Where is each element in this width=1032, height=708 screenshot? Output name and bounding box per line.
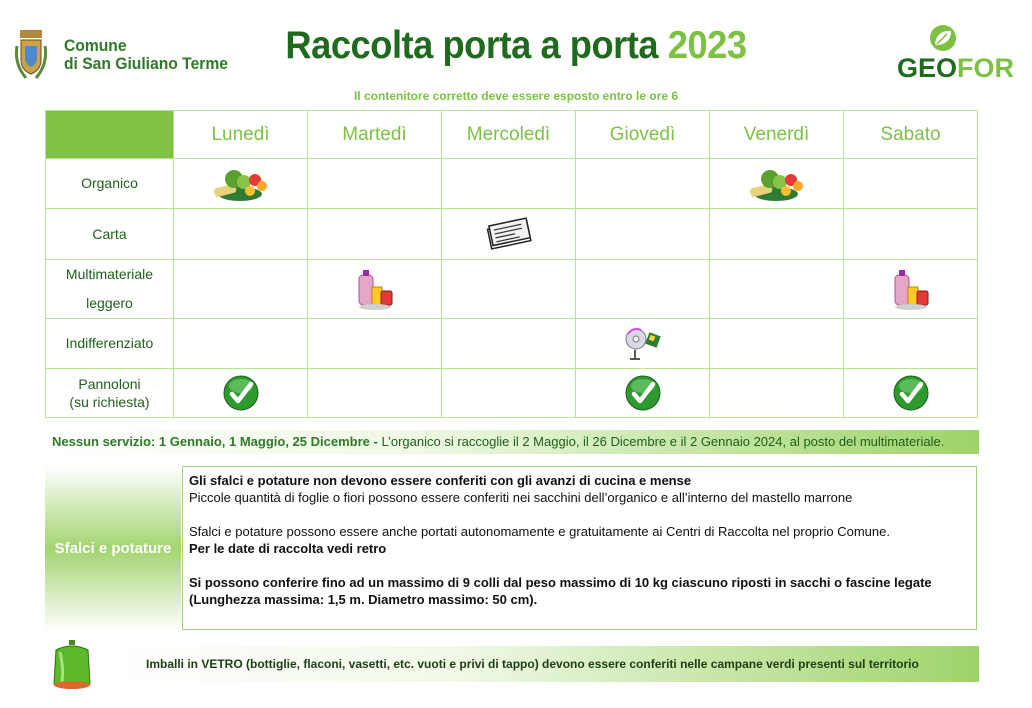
cell-pannoloni-venerdi — [710, 369, 844, 418]
collection-schedule-table — [45, 110, 978, 418]
sfalci-p3-line2: (Lunghezza massima: 1,5 m. Diametro massimo: 50 cm). — [189, 592, 538, 607]
row-label: Carta — [46, 209, 174, 260]
table-row-organico — [46, 159, 978, 209]
subtitle: Il contenitore corretto deve essere esposto entro le ore 6 — [353, 89, 679, 103]
municipality-line1: Comune — [64, 36, 127, 55]
cell-organico-venerdi — [710, 159, 844, 209]
cell-indifferenziato-martedi — [308, 319, 442, 369]
cell-pannoloni-sabato — [844, 369, 978, 418]
sfalci-label: Sfalci e potature — [45, 466, 181, 631]
notice-text: L’organico si raccoglie il 2 Maggio, il 26 Dicembre e il 2 Gennaio 2024, al posto del multimateriale. — [377, 434, 945, 449]
table-row-pannoloni — [46, 369, 978, 418]
table-header-row — [46, 111, 978, 159]
row-label-line2: leggero — [86, 295, 133, 311]
sfalci-p1-bold: Gli sfalci e potature non devono essere conferiti con gli avanzi di cucina e mense — [189, 473, 692, 488]
row-label: Indifferenziato — [46, 319, 174, 369]
holiday-notice — [45, 430, 979, 454]
cell-multimateriale-mercoledi — [442, 260, 576, 319]
checkmark-icon — [625, 375, 661, 411]
page-title — [36, 24, 996, 68]
cell-pannoloni-martedi — [308, 369, 442, 418]
cell-carta-venerdi — [710, 209, 844, 260]
cell-multimateriale-martedi — [308, 260, 442, 319]
notice-bold: Nessun servizio: 1 Gennaio, 1 Maggio, 25 Dicembre - — [52, 434, 378, 449]
cell-multimateriale-sabato — [844, 260, 978, 319]
row-label-line2: (su richiesta) — [69, 394, 150, 410]
day-header: Mercoledì — [442, 111, 576, 159]
cell-organico-lunedi — [174, 159, 308, 209]
cell-indifferenziato-giovedi — [576, 319, 710, 369]
cell-carta-martedi — [308, 209, 442, 260]
cell-carta-mercoledi — [442, 209, 576, 260]
day-header: Martedì — [308, 111, 442, 159]
paper-icon — [485, 217, 533, 251]
row-label — [46, 369, 174, 418]
cell-organico-giovedi — [576, 159, 710, 209]
day-header: Sabato — [844, 111, 978, 159]
cell-organico-martedi — [308, 159, 442, 209]
sfalci-p2-bold: Per le date di raccolta vedi retro — [189, 541, 387, 556]
table-corner-cell — [46, 111, 174, 159]
cell-pannoloni-mercoledi — [442, 369, 576, 418]
cell-multimateriale-venerdi — [710, 260, 844, 319]
glass-bin-icon — [50, 640, 94, 690]
cell-multimateriale-giovedi — [576, 260, 710, 319]
municipality-line2: di San Giuliano Terme — [64, 54, 228, 73]
cell-indifferenziato-lunedi — [174, 319, 308, 369]
title-main: Raccolta porta a porta — [285, 24, 659, 67]
checkmark-icon — [893, 375, 929, 411]
checkmark-icon — [223, 375, 259, 411]
cell-pannoloni-lunedi — [174, 369, 308, 418]
sfalci-p1-text: Piccole quantità di foglie o fiori possono essere conferiti nei sacchini dell’organico e all’interno del mastello marrone — [189, 490, 853, 505]
row-label: Organico — [46, 159, 174, 209]
organic-waste-icon — [746, 164, 808, 204]
row-label — [46, 260, 174, 319]
table-row-carta — [46, 209, 978, 260]
organic-waste-icon — [210, 164, 272, 204]
row-label-line1: Multimateriale — [65, 266, 154, 282]
cell-organico-mercoledi — [442, 159, 576, 209]
cell-indifferenziato-mercoledi — [442, 319, 576, 369]
sfalci-p2-text: Sfalci e potature possono essere anche portati autonomamente e gratuitamente ai Centri di Raccolta nel proprio Comune. — [189, 524, 890, 539]
glass-notice — [105, 646, 979, 682]
title-year: 2023 — [667, 24, 747, 67]
day-header: Lunedì — [174, 111, 308, 159]
glass-notice-text: Imballi in VETRO (bottiglie, flaconi, vasetti, etc. vuoti e privi di tappo) devono essere conferiti nelle campane verdi presenti sul territorio — [146, 657, 919, 671]
cell-pannoloni-giovedi — [576, 369, 710, 418]
day-header: Venerdì — [710, 111, 844, 159]
cell-multimateriale-lunedi — [174, 260, 308, 319]
logo-text: GEOFOR — [897, 53, 1015, 83]
sfalci-info-box — [182, 466, 977, 630]
cell-carta-sabato — [844, 209, 978, 260]
cell-indifferenziato-venerdi — [710, 319, 844, 369]
table-row-indifferenziato — [46, 319, 978, 369]
unsorted-waste-icon — [623, 326, 663, 362]
cell-organico-sabato — [844, 159, 978, 209]
cell-indifferenziato-sabato — [844, 319, 978, 369]
cell-carta-giovedi — [576, 209, 710, 260]
multimaterial-icon — [891, 267, 931, 311]
row-label-line1: Pannoloni — [78, 376, 141, 392]
cell-carta-lunedi — [174, 209, 308, 260]
geofor-logo — [893, 22, 1015, 83]
day-header: Giovedì — [576, 111, 710, 159]
sfalci-p3-line1: Si possono conferire fino ad un massimo di 9 colli dal peso massimo di 10 kg ciascuno riposti in sacchi o fascine legate — [189, 575, 932, 590]
multimaterial-icon — [355, 267, 395, 311]
table-row-multimateriale — [46, 260, 978, 319]
